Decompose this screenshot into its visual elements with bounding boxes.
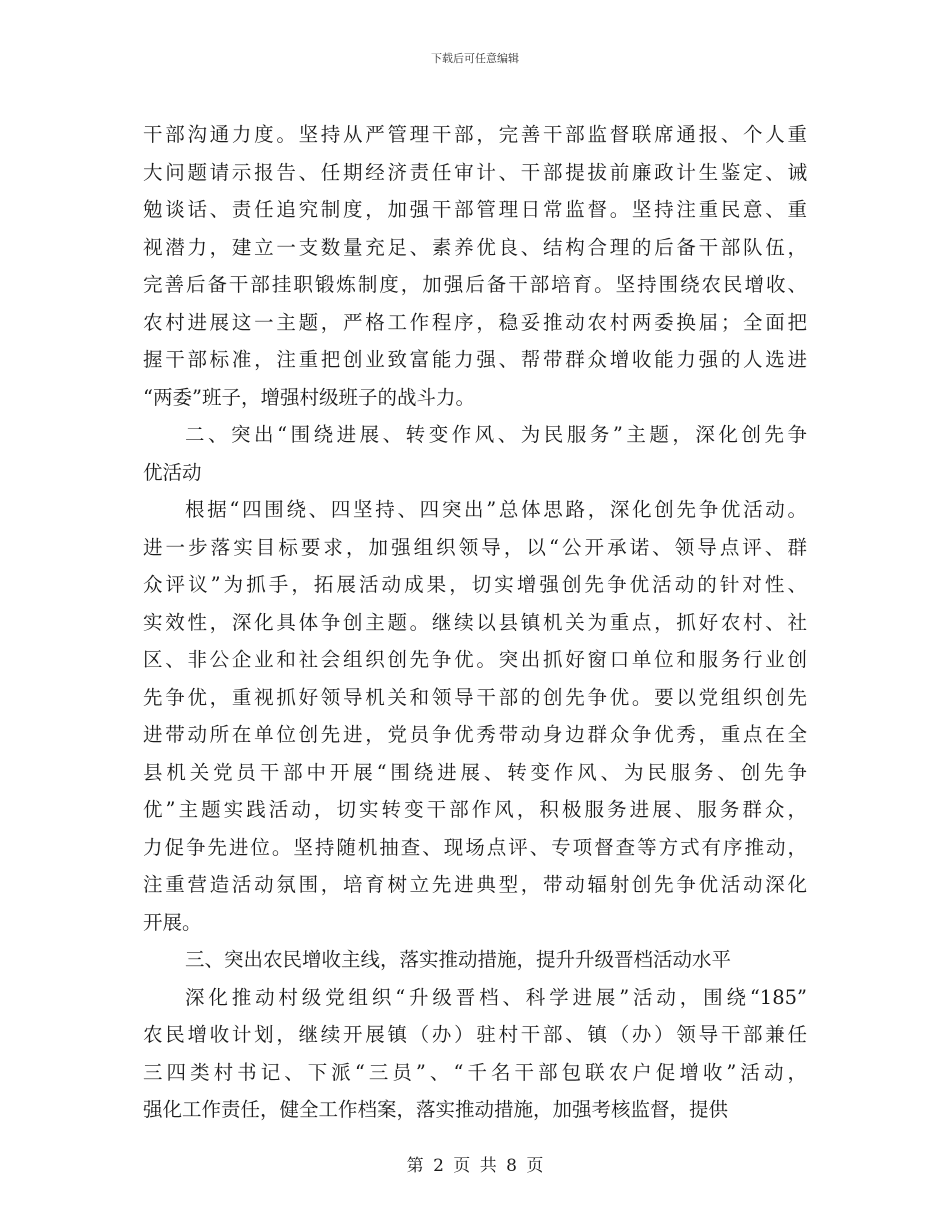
- page-number: 第 2 页 共 8 页: [406, 1156, 544, 1176]
- text-line: 先争优，重视抓好领导机关和领导干部的创先争优。要以党组织创先: [143, 685, 807, 709]
- document-body: [143, 116, 807, 1129]
- text-line: 区、非公企业和社会组织创先争优。突出抓好窗口单位和服务行业创: [143, 648, 807, 671]
- text-line: 优”主题实践活动，切实转变干部作风，积极服务进展、服务群众，: [143, 798, 807, 821]
- text-line: 开展。: [143, 910, 202, 934]
- paragraph: [143, 491, 807, 941]
- text-line: 力促争先进位。坚持随机抽查、现场点评、专项督查等方式有序推动，: [143, 835, 807, 859]
- text-line: 二、突出“围绕进展、转变作风、为民服务”主题，深化创先争: [185, 423, 807, 446]
- text-line: 优活动: [143, 460, 202, 484]
- paragraph: [143, 979, 807, 1129]
- text-line: 进一步落实目标要求，加强组织领导，以“公开承诺、领导点评、群: [143, 535, 807, 559]
- text-line: 农民增收计划，继续开展镇（办）驻村干部、镇（办）领导干部兼任: [143, 1023, 807, 1046]
- paragraph: [143, 116, 807, 416]
- paragraph: [143, 941, 807, 979]
- text-line: 三四类村书记、下派“三员”、“千名干部包联农户促增收”活动，: [143, 1060, 807, 1084]
- text-line: 实效性，深化具体争创主题。继续以县镇机关为重点，抓好农村、社: [143, 610, 807, 634]
- text-line: 强化工作责任，健全工作档案，落实推动措施，加强考核监督，提供: [143, 1098, 729, 1121]
- text-line: 勉谈话、责任追究制度，加强干部管理日常监督。坚持注重民意、重: [143, 198, 807, 221]
- text-line: 县机关党员干部中开展“围绕进展、转变作风、为民服务、创先争: [143, 760, 807, 784]
- text-line: 深化推动村级党组织“升级晋档、科学进展”活动，围绕“185”: [185, 985, 807, 1009]
- text-line: 注重营造活动氛围，培育树立先进典型，带动辐射创先争优活动深化: [143, 873, 807, 896]
- text-line: 握干部标准，注重把创业致富能力强、帮带群众增收能力强的人选进: [143, 348, 807, 371]
- text-line: 三、突出农民增收主线，落实推动措施，提升升级晋档活动水平: [185, 948, 732, 971]
- paragraph: [143, 416, 807, 491]
- text-line: 农村进展这一主题，严格工作程序，稳妥推动农村两委换届；全面把: [143, 310, 807, 334]
- text-line: 进带动所在单位创先进，党员争优秀带动身边群众争优秀，重点在全: [143, 723, 807, 746]
- text-line: 完善后备干部挂职锻炼制度，加强后备干部培育。坚持围绕农民增收、: [143, 273, 807, 296]
- text-line: 视潜力，建立一支数量充足、素养优良、结构合理的后备干部队伍，: [143, 235, 807, 259]
- text-line: 大问题请示报告、任期经济责任审计、干部提拔前廉政计生鉴定、诫: [143, 160, 807, 184]
- text-line: 根据“四围绕、四坚持、四突出”总体思路，深化创先争优活动。: [185, 498, 807, 521]
- text-line: 干部沟通力度。坚持从严管理干部，完善干部监督联席通报、个人重: [143, 123, 807, 146]
- text-line: 众评议”为抓手，拓展活动成果，切实增强创先争优活动的针对性、: [143, 573, 807, 596]
- text-line: “两委”班子，增强村级班子的战斗力。: [143, 385, 475, 409]
- page-header: 下载后可任意编辑: [431, 52, 519, 65]
